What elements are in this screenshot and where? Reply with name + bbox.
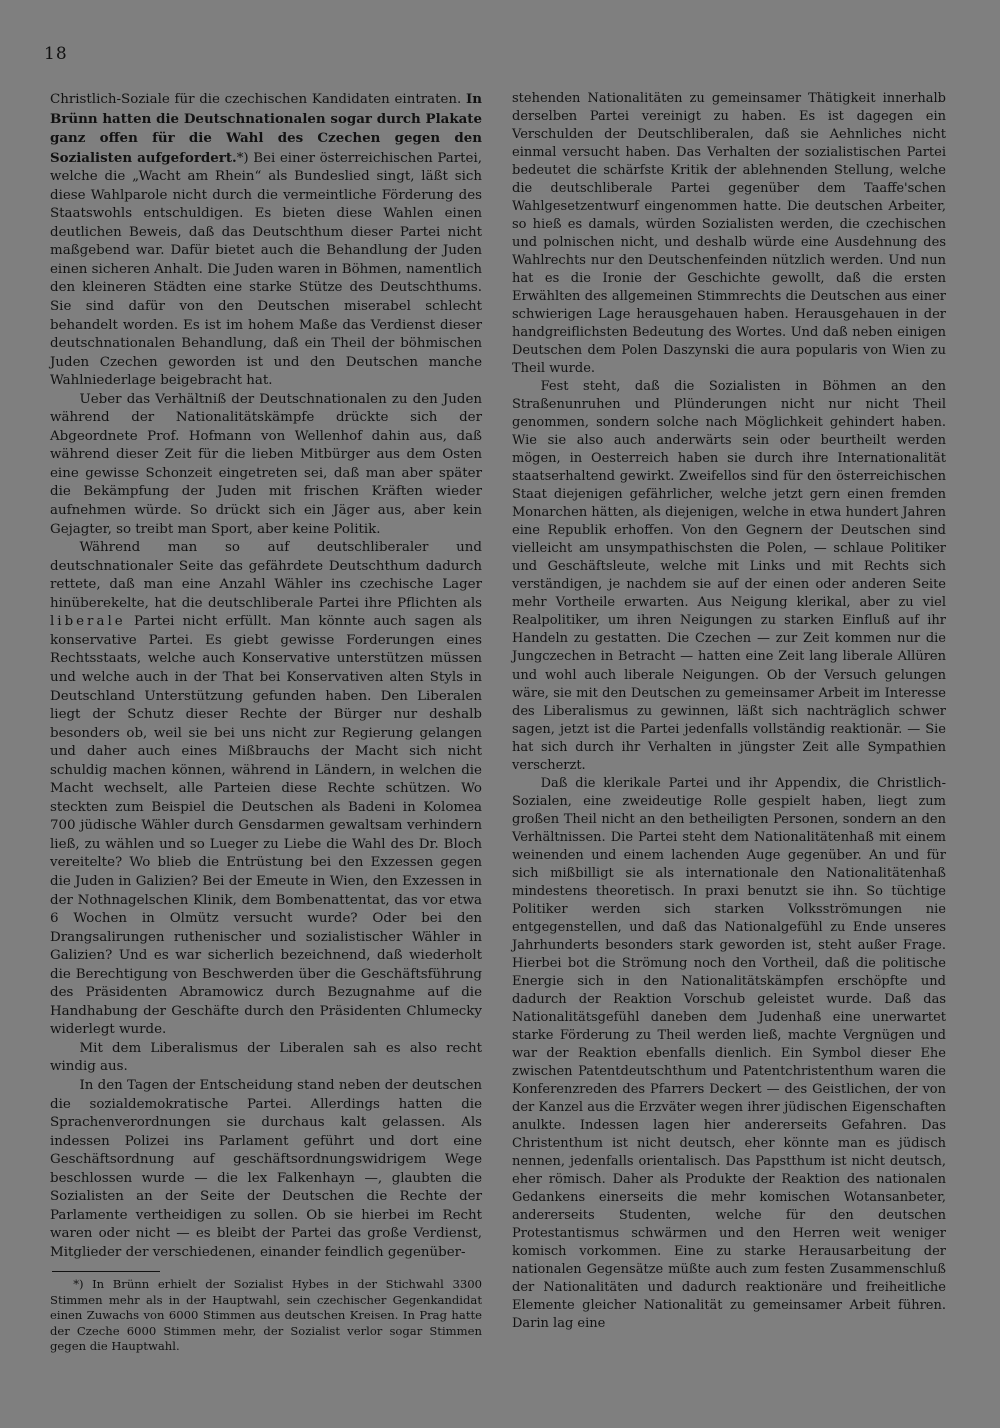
paragraph: Fest steht, daß die Sozialisten in Böhmen an den Straßenunruhen und Plünderungen nicht nur nicht Theil genommen, sondern solche nach Möglichkeit gehindert haben. Wie sie also auch anderwärts sein oder beurtheilt werden mögen, in Oesterreich haben sie durch ihre Internationalität staatserhaltend gewirkt. Zweifellos sind für den österreichischen Staat diejenigen gefährlicher, welche jetzt gern einen fremden Monarchen hätten, als diejenigen, welche in etwa hundert Jahren eine Republik erhoffen. Von den Gegnern der Deutschen sind vielleicht am unsympathischsten die Polen, — schlaue Politiker und Geschäftsleute, welche mit Links und mit Rechts sich verständigen, je nachdem sie auf der einen oder anderen Seite mehr Vortheile erwarten. Aus Neigung klerikal, aber zu viel Realpolitiker, um ihren Neigungen zu starken Einfluß auf ihr Handeln zu gestatten. Die Czechen — zur Zeit kommen nur die Jungczechen in Betracht — hatten eine Zeit lang liberale Allüren und wohl auch liberale Neigungen. Ob der Versuch gelungen wäre, sie mit den Deutschen zu gemeinsamer Arbeit im Interesse des Liberalismus zu gewinnen, läßt sich nachträglich schwer sagen, jetzt ist die Partei jedenfalls vollständig reaktionär. — Sie hat sich durch ihr Verhalten in jüngster Zeit alle Sympathien verscherzt. <box>512 379 946 773</box>
spaced-emphasis: liberale <box>50 614 126 630</box>
right-column <box>512 90 946 1333</box>
left-column <box>50 90 482 1262</box>
paragraph: Ueber das Verhältniß der Deutschnationalen zu den Juden während der Nationalitätskämpfe drückte sich der Abgeordnete Prof. Hofmann von Wellenhof dahin aus, daß während dieser Zeit für die lieben Mitbürger aus dem Osten eine gewisse Schonzeit eingetreten sei, daß man aber später die Bekämpfung der Juden mit frischen Kräften wieder aufnehmen würde. So drückt sich ein Jäger aus, aber kein Gejagter, so treibt man Sport, aber keine Politik. <box>50 391 482 537</box>
footnote-divider <box>52 1271 160 1272</box>
paragraph-text: Partei nicht erfüllt. Man könnte auch sagen als konservative Partei. Es giebt gewisse Forderungen eines Rechtsstaats, welche auch Konservative unterstützen müssen und welche auch in der That bei Konservativen alten Styls in Deutschland Unterstützung gefunden haben. Den Liberalen liegt der Schutz dieser Rechte der Bürger nur deshalb besonders ob, weil sie bei uns nicht zur Regierung gelangen und daher auch eines Mißbrauchs der Macht sich nicht schuldig machen können, während in Ländern, in welchen die Macht wechselt, alle Parteien diese Rechte schützen. Wo steckten zum Beispiel die Deutschen als Badeni in Kolomea 700 jüdische Wähler durch Gensdarmen gewaltsam verhindern ließ, zu wählen und so Lueger zu Liebe die Wahl des Dr. Bloch vereitelte? Wo blieb die Entrüstung bei den Exzessen gegen die Juden in Galizien? Bei der Emeute in Wien, den Exzessen in der Nothnagelschen Klinik, dem Bombenattentat, das vor etwa 6 Wochen in Olmütz versucht wurde? Oder bei den Drangsalirungen ruthenischer und sozialistischer Wähler in Galizien? Und es war sicherlich bezeichnend, daß wiederholt die Berechtigung von Beschwerden über die Geschäftsführung des Präsidenten Abramowicz durch Bezugnahme auf die Handhabung der Geschäfte durch den Präsidenten Chlumecky widerlegt wurde. <box>50 614 482 1038</box>
footnote-text: *) In Brünn erhielt der Sozialist Hybes in der Stichwahl 3300 Stimmen mehr als in der Hauptwahl, sein czechischer Gegenkandidat einen Zuwachs von 6000 Stimmen aus deutschen Kreisen. In Prag hatte der Czeche 6000 Stimmen mehr, der Sozialist verlor sogar Stimmen gegen die Hauptwahl. <box>50 1277 482 1353</box>
paragraph-text: Während man so auf deutschliberaler und deutschnationaler Seite das gefährdete Deutschthum dadurch rettete, daß man eine Anzahl Wähler ins czechische Lager hinüberekelte, hat die deutschliberale Partei ihre Pflichten als <box>50 540 482 611</box>
footnote <box>50 1277 482 1355</box>
paragraph-text: *) Bei einer österreichischen Partei, welche die „Wacht am Rhein“ als Bundeslied singt, läßt sich diese Wahlparole nicht durch die vermeintliche Förderung des Staatswohls entschuldigen. Es bieten diese Wahlen einen deutlichen Beweis, daß das Deutschthum dieser Partei nicht maßgebend war. Dafür bietet auch die Behandlung der Juden einen sicheren Anhalt. Die Juden waren in Böhmen, namentlich den kleineren Städten eine starke Stütze des Deutschthums. Sie sind dafür von den Deutschen miserabel schlecht behandelt worden. Es ist im hohem Maße das Verdienst dieser deutschnationalen Behandlung, daß ein Theil der böhmischen Juden Czechen geworden ist und den Deutschen manche Wahlniederlage beigebracht hat. <box>50 150 482 389</box>
bold-emphasis: In Brünn hatten die Deutschnationalen sogar durch Plakate ganz offen für die Wahl des Czechen gegen den Sozialisten aufgefordert. <box>50 91 482 166</box>
paragraph: Daß die klerikale Partei und ihr Appendix, die Christlich-Sozialen, eine zweideutige Rolle gespielt haben, liegt zum großen Theil nicht an den betheiligten Personen, sondern an den Verhältnissen. Die Partei steht dem Nationalitätenhaß mit einem weinenden und einem lachenden Auge gegenüber. An und für sich mißbilligt sie als internationale den Nationalitätenhaß mindestens theoretisch. In praxi benutzt sie ihn. So tüchtige Politiker werden sich starken Volksströmungen nie entgegenstellen, und daß das Nationalgefühl zu Ende unseres Jahrhunderts besonders stark geworden ist, steht außer Frage. Hierbei bot die Strömung noch den Vortheil, daß die politische Energie sich in den Nationalitätskämpfen erschöpfte und dadurch der Reaktion Vorschub geleistet wurde. Daß das Nationalitätsgefühl daneben dem Judenhaß eine unerwartet starke Förderung zu Theil werden ließ, machte Vergnügen und war der Reaktion ebenfalls dienlich. Ein Symbol dieser Ehe zwischen Patentdeutschthum und Patentchristenthum waren die Konferenzreden des Pfarrers Deckert — des Geistlichen, der von der Kanzel aus die Erzväter wegen ihrer jüdischen Eigenschaften anulkte. Indessen lagen hier andererseits Gefahren. Das Christenthum ist nicht deutsch, eher könnte man es jüdisch nennen, jedenfalls orientalisch. Das Papstthum ist nicht deutsch, eher römisch. Daher als Produkte der Reaktion des nationalen Gedankens einerseits die mehr komischen Wotansanbeter, andererseits Studenten, welche für den deutschen Protestantismus schwärmen und den Herren weit weniger komisch vorkommen. Eine zu starke Herausarbeitung der nationalen Gegensätze müßte auch zum festen Zusammenschluß der Nationalitäten und dadurch reaktionäre und freiheitliche Elemente gleicher Nationalität zu gemeinsamer Arbeit führen. Darin lag eine <box>512 775 946 1332</box>
paragraph-text: Christlich-Soziale für die czechischen Kandidaten eintraten. <box>50 92 462 107</box>
paragraph: stehenden Nationalitäten zu gemeinsamer Thätigkeit innerhalb derselben Partei vereinigt zu haben. Es ist dagegen ein Verschulden der Deutschliberalen, daß sie Aehnliches nicht einmal versucht haben. Das Verhalten der sozialistischen Partei bedeutet die schärfste Kritik der ablehnenden Stellung, welche die deutschliberale Partei gegenüber dem Taaffe'schen Wahlgesetzentwurf eingenommen hatte. Die deutschen Arbeiter, so hieß es damals, würden Sozialisten werden, die czechischen und polnischen nicht, und deshalb würde eine Ausdehnung des Wahlrechts nur den Deutschenfeinden nützlich werden. Und nun hat es die Ironie der Geschichte gewollt, daß die ersten Erwählten des allgemeinen Stimmrechts die Deutschen aus einer schwierigen Lage herausgehauen haben. Herausgehauen in der handgreiflichsten Bedeutung des Wortes. Und daß neben einigen Deutschen dem Polen Daszynski die aura popularis von Wien zu Theil wurde. <box>512 91 946 377</box>
paragraph: In den Tagen der Entscheidung stand neben der deutschen die sozialdemokratische Partei. Allerdings hatten die Sprachenverordnungen sie durchaus kalt gelassen. Als indessen Polizei ins Parlament geführt und dort eine Geschäftsordnung auf geschäftsordnungswidrigem Wege beschlossen wurde — die lex Falkenhayn —, glaubten die Sozialisten an der Seite der Deutschen die Rechte der Parlamente vertheidigen zu sollen. Ob sie hierbei im Recht waren oder nicht — es bleibt der Partei das große Verdienst, Mitglieder der verschiedenen, einander feindlich gegenüber- <box>50 1077 482 1260</box>
paragraph: Mit dem Liberalismus der Liberalen sah es also recht windig aus. <box>50 1040 482 1075</box>
paragraph <box>50 90 482 391</box>
page-number: 18 <box>44 44 68 64</box>
paragraph <box>50 539 482 1040</box>
